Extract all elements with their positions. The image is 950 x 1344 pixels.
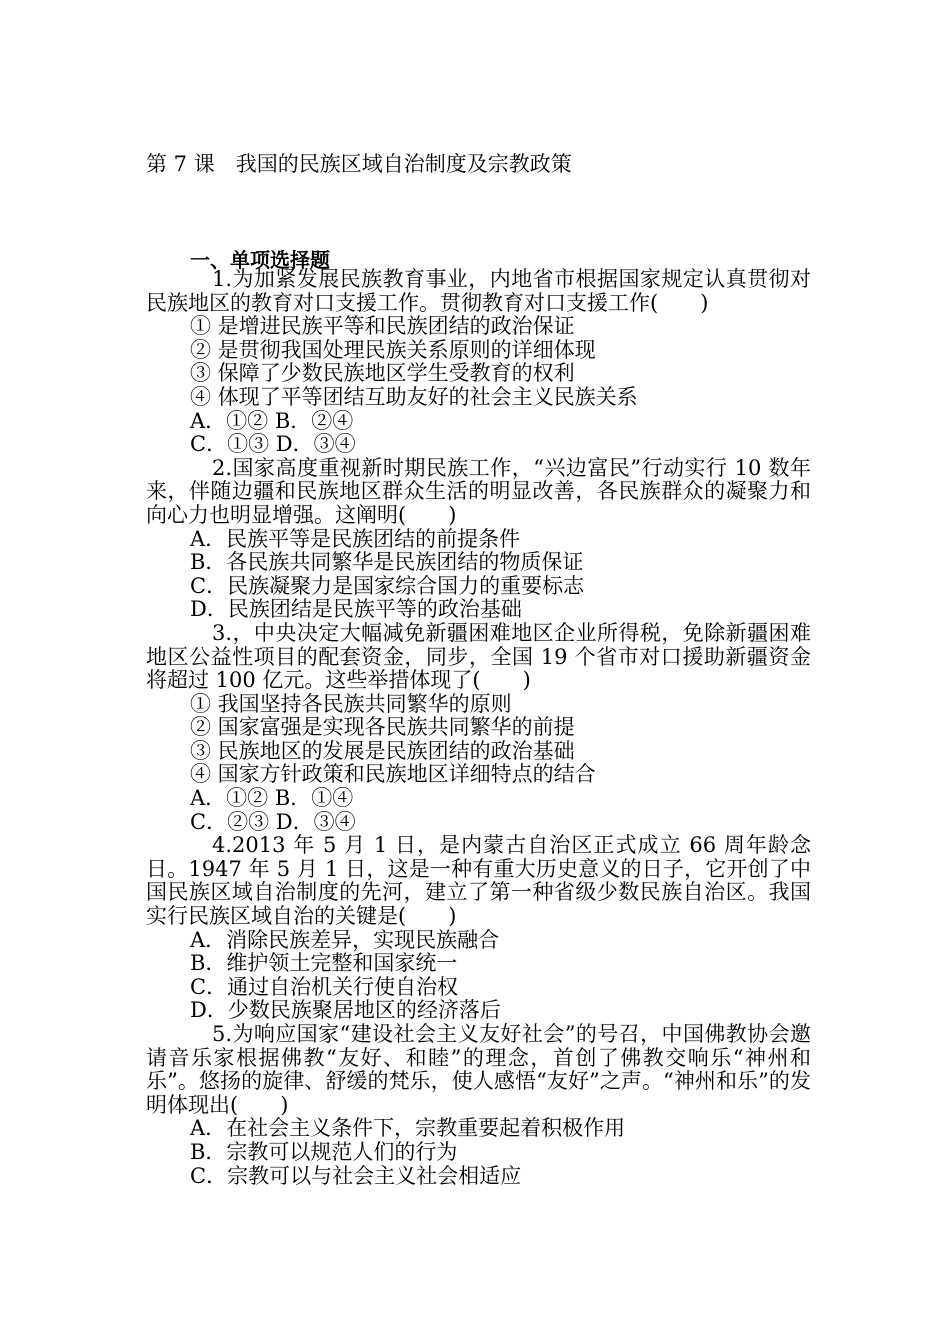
statement-option: ① 是增进民族平等和民族团结的政治保证 — [190, 314, 575, 339]
section-heading: 一、单项选择题 — [190, 248, 330, 272]
question-list — [146, 268, 811, 1188]
lesson-title: 第 7 课 我国的民族区域自治制度及宗教政策 — [146, 152, 572, 176]
question-stem: 4.2013 年 5 月 1 日，是内蒙古自治区正式成立 66 周年龄念日。1947 年 5 月 1 日，这是一种有重大历史意义的日子，它开创了中国民族区域自治制度的先河，建立了第一种省级少数民族自治区。我国实行民族区域自治的关键是( ) — [146, 833, 811, 929]
answer-choice: A．①② B．②④ — [190, 408, 354, 433]
answer-choice: C．②③ D．③④ — [190, 809, 356, 834]
answer-choice: D．少数民族聚居地区的经济落后 — [190, 998, 501, 1023]
answer-choice: D．民族团结是民族平等的政治基础 — [190, 597, 522, 622]
question-stem: 2.国家高度重视新时期民族工作，“兴边富民”行动实行 10 数年来，伴随边疆和民族地区群众生活的明显改善，各民族群众的凝聚力和向心力也明显增强。这阐明( ) — [146, 455, 811, 527]
answer-choice: A．消除民族差异，实现民族融合 — [190, 927, 500, 952]
answer-choice: C．①③ D．③④ — [190, 432, 356, 457]
statement-option: ① 我国坚持各民族共同繁华的原则 — [190, 691, 512, 716]
answer-choice: C．民族凝聚力是国家综合国力的重要标志 — [190, 573, 585, 598]
answer-choice: B．维护领土完整和国家统一 — [190, 951, 458, 976]
statement-option: ③ 民族地区的发展是民族团结的政治基础 — [190, 738, 575, 763]
answer-choice: B．宗教可以规范人们的行为 — [190, 1139, 458, 1164]
answer-choice: C．宗教可以与社会主义社会相适应 — [190, 1163, 522, 1188]
answer-choice: A．民族平等是民族团结的前提条件 — [190, 526, 521, 551]
question-stem: 3.，中央决定大幅减免新疆困难地区企业所得税，免除新疆困难地区公益性项目的配套资金，同步，全国 19 个省市对口援助新疆资金将超过 100 亿元。这些举措体现了( ) — [146, 620, 811, 693]
answer-choice: A．在社会主义条件下，宗教重要起着积极作用 — [190, 1116, 626, 1141]
statement-option: ④ 体现了平等团结互助友好的社会主义民族关系 — [190, 384, 638, 409]
question-stem: 1.为加紧发展民族教育事业，内地省市根据国家规定认真贯彻对民族地区的教育对口支援工作。贯彻教育对口支援工作( ) — [146, 267, 811, 315]
question-stem: 5.为响应国家“建设社会主义友好社会”的号召，中国佛教协会邀请音乐家根据佛教“友好、和睦”的理念，首创了佛教交响乐“神州和乐”。悠扬的旋律、舒缓的梵乐，使人感悟“友好”之声。“神州和乐”的发明体现出( ) — [146, 1022, 811, 1117]
statement-option: ③ 保障了少数民族地区学生受教育的权利 — [190, 361, 575, 386]
answer-choice: C．通过自治机关行使自治权 — [190, 974, 459, 999]
statement-option: ④ 国家方针政策和民族地区详细特点的结合 — [190, 762, 596, 787]
statement-option: ② 国家富强是实现各民族共同繁华的前提 — [190, 715, 575, 740]
statement-option: ② 是贯彻我国处理民族关系原则的详细体现 — [190, 337, 596, 362]
answer-choice: A．①② B．①④ — [190, 786, 354, 811]
answer-choice: B．各民族共同繁华是民族团结的物质保证 — [190, 550, 584, 575]
